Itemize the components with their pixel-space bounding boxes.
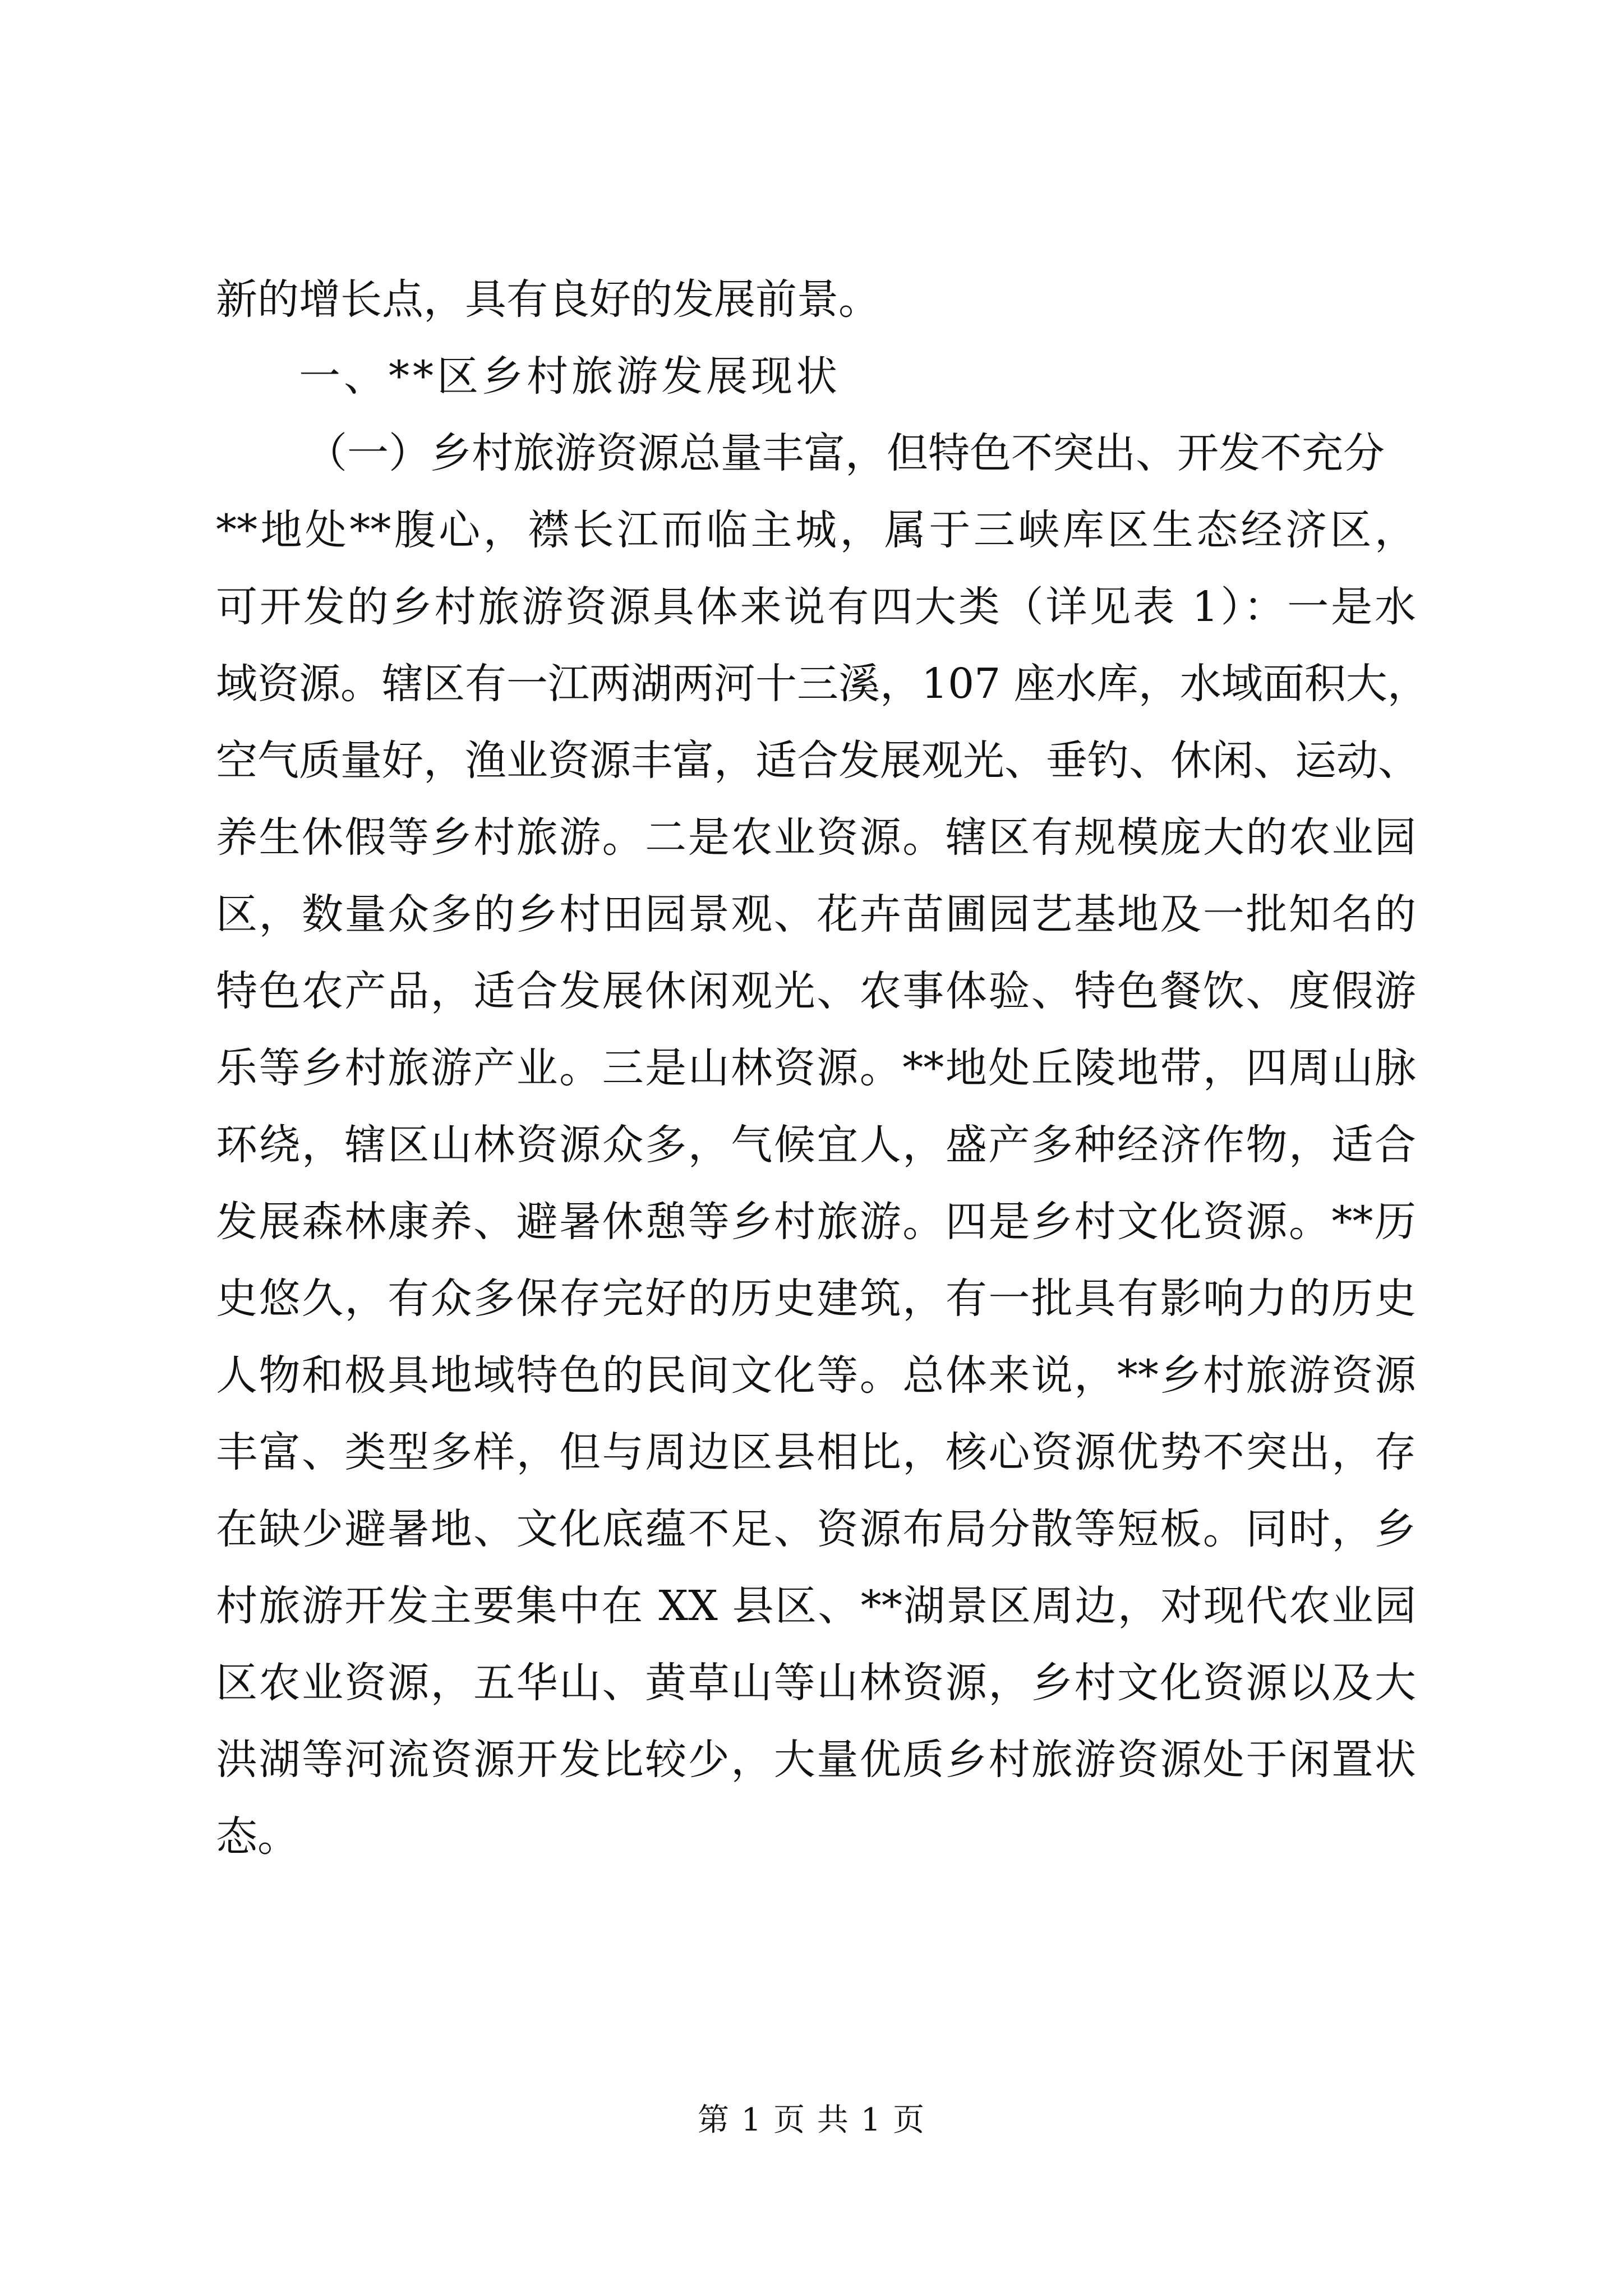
paragraph-line: 人物和极具地域特色的民间文化等。总体来说，**乡村旅游资源 <box>216 1351 1416 1400</box>
paragraph-line: 养生休假等乡村旅游。二是农业资源。辖区有规模庞大的农业园 <box>216 813 1416 862</box>
body-text <box>216 261 1429 1875</box>
paragraph-line: **地处**腹心，襟长江而临主城，属于三峡库区生态经济区， <box>216 506 1416 554</box>
paragraph-line: 史悠久，有众多保存完好的历史建筑，有一批具有影响力的历史 <box>216 1274 1416 1323</box>
paragraph-line: 村旅游开发主要集中在 XX 县区、**湖景区周边，对现代农业园 <box>216 1582 1416 1630</box>
paragraph-line: 区农业资源，五华山、黄草山等山林资源，乡村文化资源以及大 <box>216 1659 1416 1707</box>
paragraph-line: 环绕，辖区山林资源众多，气候宜人，盛产多种经济作物，适合 <box>216 1121 1416 1169</box>
paragraph-line: 可开发的乡村旅游资源具体来说有四大类（详见表 1）：一是水 <box>216 583 1416 631</box>
subsection-heading: （一）乡村旅游资源总量丰富，但特色不突出、开发不充分 <box>306 429 1385 477</box>
paragraph-line: 乐等乡村旅游产业。三是山林资源。**地处丘陵地带，四周山脉 <box>216 1044 1416 1092</box>
section-heading: 一、**区乡村旅游发展现状 <box>299 352 841 401</box>
paragraph-line: 区，数量众多的乡村田园景观、花卉苗圃园艺基地及一批知名的 <box>216 890 1416 938</box>
paragraph-line: 发展森林康养、避暑休憩等乡村旅游。四是乡村文化资源。**历 <box>216 1198 1416 1246</box>
paragraph-line: 洪湖等河流资源开发比较少，大量优质乡村旅游资源处于闲置状 <box>216 1736 1416 1784</box>
page-number-footer: 第 1 页 共 1 页 <box>697 2102 926 2138</box>
paragraph-line: 空气质量好，渔业资源丰富，适合发展观光、垂钓、休闲、运动、 <box>216 737 1419 785</box>
paragraph-line: 域资源。辖区有一江两湖两河十三溪，107 座水库，水域面积大， <box>216 660 1429 708</box>
paragraph-line-end: 态。 <box>216 1812 299 1861</box>
paragraph-line: 特色农产品，适合发展休闲观光、农事体验、特色餐饮、度假游 <box>216 967 1416 1015</box>
paragraph-line: 丰富、类型多样，但与周边区县相比，核心资源优势不突出，存 <box>216 1428 1416 1476</box>
paragraph-line: 在缺少避暑地、文化底蕴不足、资源布局分散等短板。同时，乡 <box>216 1505 1416 1553</box>
paragraph-line-end: 新的增长点，具有良好的发展前景。 <box>216 275 880 324</box>
